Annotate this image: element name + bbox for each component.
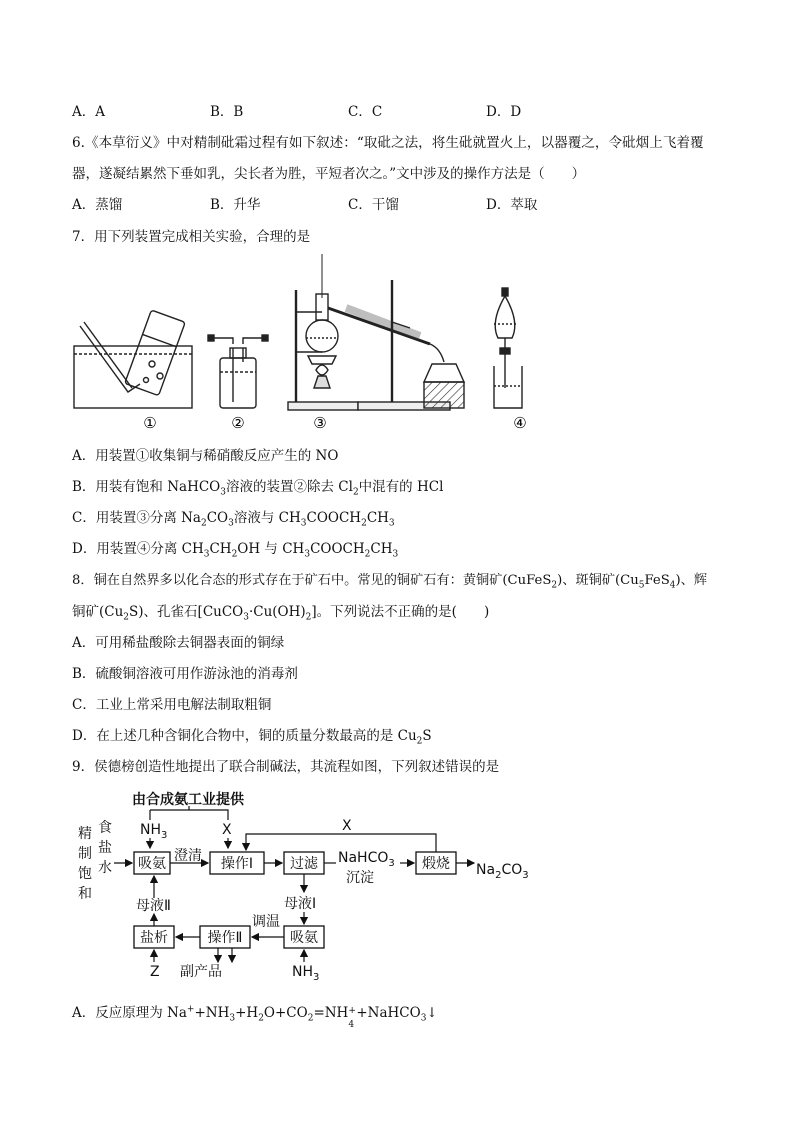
left-col1-char-1: 精 [78,826,92,842]
apparatus-label-1: ① [143,414,157,432]
q7-option-c: C．用装置③分离 $Na_2CO_3$溶液与 $CH_3COOCH_2CH_3$ [72,510,395,529]
mother-liquor-2: 母液Ⅱ [136,898,171,914]
q8-option-d: D．在上述几种含铜化合物中，铜的质量分数最高的是 $Cu_2S$ [72,728,432,747]
q9-stem: 9．侯德榜创造性地提出了联合制碱法，其流程如图，下列叙述错误的是 [72,759,500,775]
left-col2-char-3: 水 [98,860,112,876]
q6-stem-line2: 器，遂凝结累然下垂如乳，尖长者为胜，平短者次之。”文中涉及的操作方法是（ ） [72,166,586,182]
q8-option-b: B．硫酸铜溶液可用作游泳池的消毒剂 [72,666,298,682]
left-col2-char-1: 食 [98,820,112,836]
left-col1-char-2: 制 [78,846,92,862]
apparatus-1-trough [74,310,192,408]
q5-option-a: A．A [72,104,105,120]
apparatus-label-4: ④ [513,414,527,432]
q6-option-d: D．萃取 [486,197,538,213]
flow-title: 由合成氨工业提供 [132,792,244,808]
box-operation-1-label: 操作Ⅰ [220,856,254,872]
q6-option-c: C．干馏 [348,197,399,213]
adjust-temp-label: 调温 [252,914,280,930]
mother-liquor-1: 母液Ⅰ [284,896,317,912]
q7-option-d: D．用装置④分离 $CH_3CH_2OH$ 与 $CH_3COOCH_2CH_3$ [72,541,399,560]
q7-option-b: B．用装有饱和 NaHCO$_3$溶液的装置②除去 $Cl_2$中混有的 HCl [72,479,444,498]
q9-option-a: A．反应原理为 $Na^++NH_3+H_2O+CO_2=NH$ + 4 +NaHCO$_3$↓ [72,1004,438,1030]
box-salting-out-label: 盐析 [140,930,168,946]
box-operation-2-label: 操作Ⅱ [207,930,243,946]
q6-option-b: B．升华 [210,197,261,213]
nahco3-label: NaHCO$_3$ [338,850,395,869]
x-top-label: X [342,818,352,834]
q8-option-c: C．工业上常采用电解法制取粗铜 [72,697,272,713]
q7-stem: 7．用下列装置完成相关实验，合理的是 [72,229,311,245]
left-col2-char-2: 盐 [98,840,112,856]
nh3-bottom-label: $NH_3$ [292,964,320,983]
q8-option-a: A．可用稀盐酸除去铜器表面的铜绿 [72,635,285,651]
byproduct-label: 副产品 [180,964,222,980]
q6-option-a: A．蒸馏 [72,197,123,213]
clarify-label: 澄清 [174,848,202,864]
box-filter-label: 过滤 [290,856,318,872]
box-absorb-ammonia-label: 吸氨 [138,856,166,872]
q5-option-b: B．B [210,104,244,120]
q6-stem-line1: 6.《本草衍义》中对精制砒霜过程有如下叙述：“取砒之法，将生砒就置火上，以器覆之，令砒烟上飞着覆 [72,135,704,151]
q5-option-c: C．C [348,104,383,120]
apparatus-4-separatory-funnel [494,288,522,408]
z-label: Z [150,964,160,980]
q8-stem-line1: 8．铜在自然界多以化合态的形式存在于矿石中。常见的铜矿石有：黄铜矿(CuFeS$_2$)、斑铜矿$(Cu_5FeS_4)$、辉 [72,573,708,591]
apparatus-2-wash-bottle [208,335,268,408]
q5-option-d: D．D [486,104,522,120]
apparatus-3-distillation [288,254,464,410]
apparatus-label-3: ③ [313,414,327,432]
x-label: X [222,822,232,838]
left-col1-char-4: 和 [78,886,92,902]
apparatus-label-2: ② [231,414,245,432]
box-calcine-label: 煅烧 [422,856,450,872]
q8-stem-line2: 铜矿$(Cu_2S)$、孔雀石$[CuCO_3\cdot Cu(OH)_2]$。下列说法不正确的是( ) [72,604,490,623]
q7-option-a: A．用装置①收集铜与稀硝酸反应产生的 NO [72,448,339,464]
q7-apparatus-figure [70,252,550,434]
precipitate-label: 沉淀 [346,870,374,886]
box-absorb-ammonia-2-label: 吸氨 [290,930,318,946]
q9-flowchart [70,786,540,984]
nh3-label: $NH_3$ [140,822,168,841]
left-col1-char-3: 饱 [78,866,92,882]
na2co3-label: $Na_2CO_3$ [476,862,529,881]
